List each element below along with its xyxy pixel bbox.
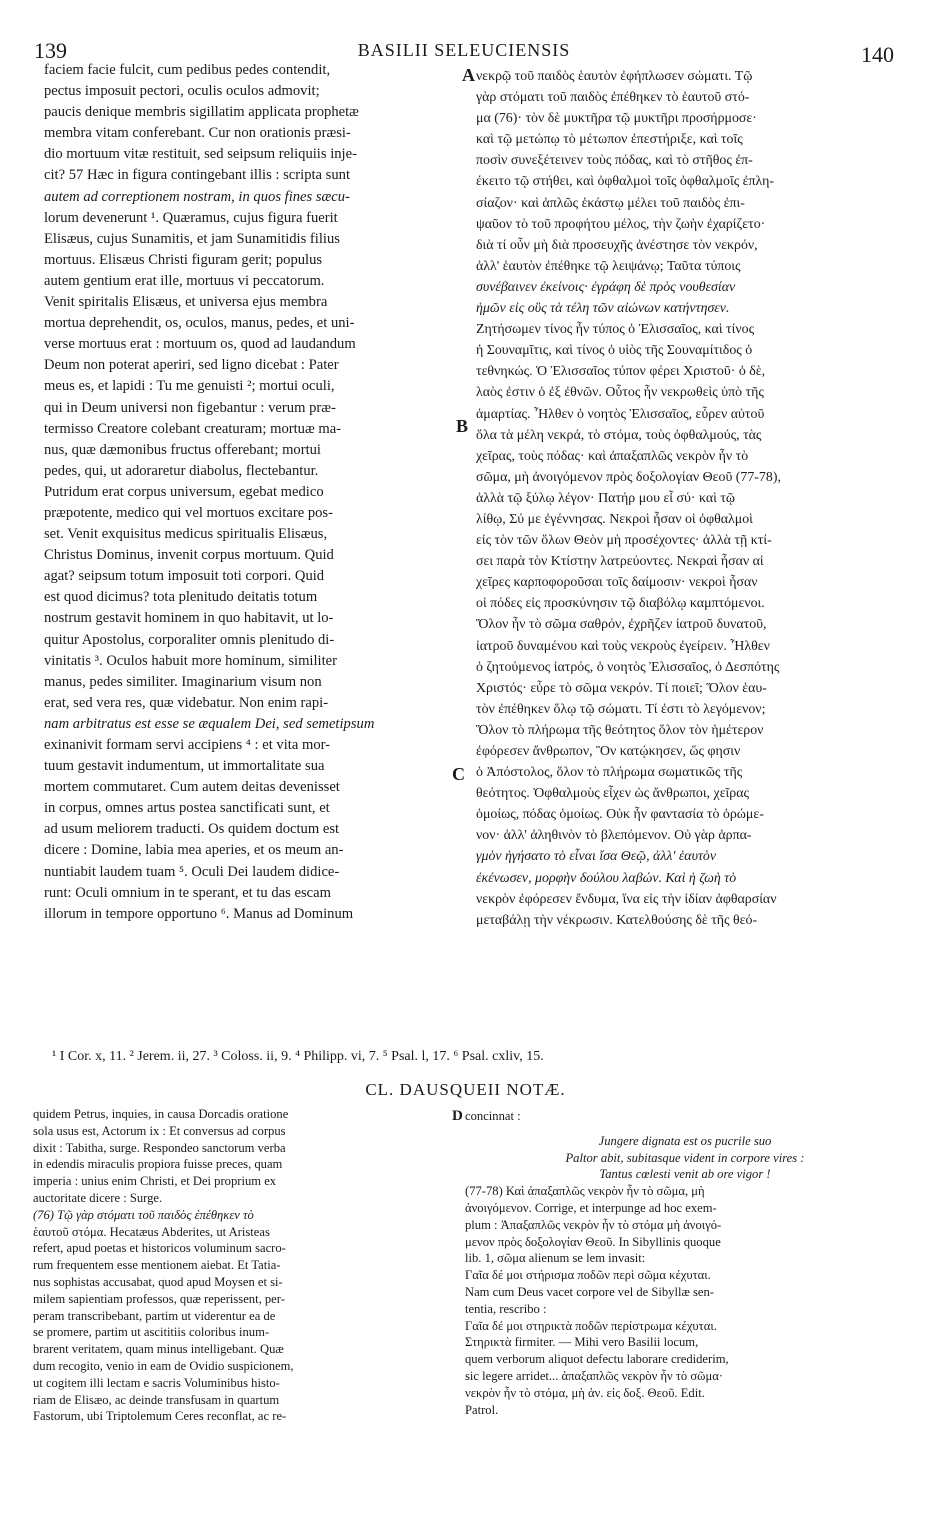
note-line: quidem Petrus, inquies, in causa Dorcadis oratione — [33, 1107, 289, 1121]
greek-line: ψαῦον τὸ τοῦ προφήτου μέλος, τὴν ζωὴν ἐχαρίζετο· — [476, 216, 766, 232]
greek-line: χεῖρες καρποφοροῦσαι τοῖς δαίμοσιν· νεκροὶ ἦσαν — [476, 575, 758, 591]
greek-line: λαὸς ἐστιν ὁ ἐξ ἐθνῶν. Οὗτος ἦν νεκρωθεὶς ὑπὸ τῆς — [476, 385, 764, 401]
greek-line: μα (76)· τὸν δὲ μυκτῆρα τῷ μυκτῆρι προσήρμοσε· — [476, 111, 757, 127]
note-line: peram transcribebant, partim ut viderentur ea de — [33, 1308, 276, 1323]
greek-line: τεθνηκώς. Ὁ Ἐλισσαῖος τύπον φέρει Χριστοῦ· ὁ δὲ, — [476, 364, 766, 380]
latin-line: Elisæus, cujus Sunamitis, et jam Sunamitidis filius — [44, 230, 340, 247]
page-number-left: 139 — [34, 38, 67, 63]
latin-line: pedes, qui, ut adoraretur diabolus, flectebantur. — [44, 462, 319, 479]
latin-line: est quod dicimus? tota plenitudo deitatis totum — [44, 589, 318, 606]
greek-line: τὸν ἐπέθηκεν ὅλῳ τῷ σώματι. Τί ἐστι τὸ λεγόμενον; — [476, 701, 766, 717]
note-line: nus sophistas accusabat, quod apud Moysen et si- — [33, 1274, 283, 1289]
greek-line: νον· ἀλλ' ἀληθινὸν τὸ βλεπόμενον. Οὐ γὰρ ἁρπα- — [476, 828, 752, 844]
greek-line: θεότητος. Ὀφθαλμοὺς εἶχεν ὡς ἄνθρωποι, χεῖρας — [476, 786, 749, 802]
note-line: (76) Τῷ γὰρ στόματι τοῦ παιδὸς ἐπέθηκεν τὸ — [33, 1207, 254, 1222]
greek-line: οἱ πόδες εἰς προσκύνησιν τῷ διαβόλῳ καμπτόμενοι. — [476, 596, 765, 612]
margin-letter-b: B — [456, 416, 469, 436]
margin-letter-c: C — [452, 764, 465, 784]
note-line: auctoritate dicere : Surge. — [33, 1190, 163, 1205]
latin-line: nam arbitratus est esse se æqualem Dei, sed semetipsum — [44, 715, 375, 732]
greek-line: νεκρὸν ἐφόρεσεν ἔνδυμα, ἵνα εἰς τὴν ἰδίαν ἀφθαρσίαν — [476, 891, 777, 907]
latin-text-column — [44, 60, 456, 925]
note-line: lib. 1, σῶμα alienum se lem invasit: — [465, 1251, 646, 1266]
greek-line: σει παρὰ τὸν Κτίστην λατρεύοντες. Νεκραὶ ἦσαν αἱ — [476, 554, 764, 570]
note-line: dum recogito, venio in eam de Ovidio suspicionem, — [33, 1358, 294, 1373]
note-line: ἀνοιγόμενον. Corrige, et interpunge ad hoc exem- — [465, 1200, 717, 1215]
latin-line: pectus imposuit pectori, oculis oculos admovit; — [44, 83, 320, 100]
note-line: Γαῖα δέ μοι στήρισμα ποδῶν περὶ σῶμα κέχυται. — [465, 1268, 711, 1283]
note-line: sic legere arridet... ἀπαξαπλῶς νεκρὸν ἦν τὸ σῶμα· — [465, 1368, 723, 1383]
latin-line: illorum in tempore opportuno ⁶. Manus ad Dominum — [44, 905, 354, 922]
notes-right-column — [465, 1108, 905, 1418]
latin-line: paucis denique membris sigillatim applicata prophetæ — [44, 104, 359, 121]
latin-line: exinanivit formam servi accipiens ⁴ : et vita mor- — [44, 737, 331, 753]
note-line: dixit : Tabitha, surge. Respondeo sanctorum verba — [33, 1140, 286, 1155]
latin-line: agat? seipsum totum imposuit toti corpori. Quid — [44, 568, 325, 585]
latin-line: nostrum gestavit hominem in quo habitavit, ut lo- — [44, 610, 334, 627]
greek-line: καὶ τῷ μετώπῳ τὸ μέτωπον ἐπεστήριξε, καὶ τοῖς — [476, 132, 743, 148]
latin-line: nus, quæ dæmonibus fructus offerebant; mortui — [44, 441, 321, 458]
greek-line: ὅλα τὰ μέλη νεκρά, τὸ στόμα, τοὺς ὀφθαλμούς, τὰς — [476, 427, 762, 443]
greek-line: συνέβαινεν ἐκείνοις· ἐγράφη δὲ πρὸς νουθεσίαν — [476, 279, 736, 295]
note-line: quem verborum aliquot defectu laborare crediderim, — [465, 1352, 729, 1367]
latin-line: mortuus. Elisæus Christi figuram gerit; populus — [44, 251, 323, 268]
note-line: concinnat : — [465, 1109, 521, 1123]
note-line: (77-78) Καὶ ἀπαξαπλῶς νεκρὸν ἦν τὸ σῶμα, μὴ — [465, 1184, 705, 1199]
latin-line: in corpus, omnes artus postea sanctificati sunt, et — [44, 800, 330, 817]
greek-line: σῶμα, μὴ ἀνοιγόμενον πρὸς δοξολογίαν Θεοῦ (77-78), — [476, 469, 781, 485]
footnotes: ¹ I Cor. x, 11. ² Jerem. ii, 27. ³ Coloss. ii, 9. ⁴ Philipp. vi, 7. ⁵ Psal. l, 17. ⁶ Psal. cxliv, 15. — [52, 1049, 544, 1064]
margin-letter-a: A — [462, 65, 475, 85]
latin-line: Venit spiritalis Elisæus, et universa ejus membra — [44, 294, 328, 311]
note-line: rum frequentem esse mentionem aiebat. Et Tatia- — [33, 1258, 281, 1273]
latin-line: lorum devenerunt ¹. Quæramus, cujus figura fuerit — [44, 209, 338, 226]
greek-line: ὁ ζητούμενος ἰατρός, ὁ νοητὸς Ἐλισσαῖος, ὁ Δεσπότης — [476, 659, 780, 675]
note-line: ἑαυτοῦ στόμα. Hecatæus Abderites, ut Aristeas — [33, 1224, 270, 1239]
latin-line: mortua deprehendit, os, oculos, manus, pedes, et uni- — [44, 315, 355, 332]
greek-line: ἐκένωσεν, μορφὴν δούλου λαβών. Καὶ ἡ ζωὴ τὸ — [476, 870, 737, 886]
notes-left-column — [33, 1106, 448, 1425]
latin-line: Putridum erat corpus universum, egebat medico — [44, 483, 324, 500]
latin-line: quitur Apostolus, corporaliter omnis plenitudo di- — [44, 631, 335, 648]
greek-line: μεταβάλῃ τὴν νέκρωσιν. Κατελθούσης δὲ τῆς θεό- — [476, 912, 758, 928]
greek-line: γμὸν ἡγήσατο τὸ εἶναι ἴσα Θεῷ, ἀλλ' ἑαυτὸν — [476, 849, 717, 865]
note-line: tentia, rescribo : — [465, 1301, 547, 1316]
greek-line: ὁμοίως, πόδας ὁμοίως. Οὐκ ἦν φαντασία τὸ ὁρώμε- — [476, 807, 764, 823]
margin-letter-d: D — [452, 1108, 463, 1124]
greek-text-column — [476, 66, 896, 931]
greek-line: ἡ Σουναμῖτις, καὶ τίνος ὁ υἱὸς τῆς Σουναμίτιδος ὁ — [476, 343, 753, 359]
note-line: ut cogitem illi lectam e sacris Voluminibus histo- — [33, 1375, 280, 1390]
page-number-right: 140 — [861, 42, 894, 67]
note-line: Στηρικτὰ firmiter. — Mihi vero Basilii locum, — [465, 1335, 699, 1350]
latin-line: Christus Dominus, invenit corpus mortuum. Quid — [44, 547, 334, 564]
greek-line: ποσὶν συνεξέτεινεν τοὺς πόδας, καὶ τὸ στῆθος ἐπ- — [476, 153, 753, 169]
verse-line: Tantus cœlesti venit ab ore vigor ! — [599, 1167, 771, 1182]
greek-line: έκειτο τῷ στήθει, καὶ ὀφθαλμοὶ τοῖς ὀφθαλμοῖς ἐπλη- — [476, 174, 775, 190]
greek-line: ἡμῶν εἰς οὓς τὰ τέλη τῶν αἰώνων κατήντησεν. — [476, 301, 730, 317]
verse-line: Jungere dignata est os pucrile suo — [598, 1133, 772, 1148]
note-line: Nam cum Deus vacet corpore vel de Sibyllæ sen- — [465, 1284, 715, 1299]
note-line: Γαῖα δέ μοι στηρικτὰ ποδῶν περίστρωμα κέχυται. — [465, 1318, 717, 1333]
note-line: Patrol. — [465, 1402, 499, 1417]
note-line: μενον πρὸς δοξολογίαν Θεοῦ. In Sibyllinis quoque — [465, 1234, 721, 1249]
note-line: Fastorum, ubi Triptolemum Ceres reconflat, ac re- — [33, 1409, 287, 1424]
note-line: riam de Elisæo, ac deinde transfusam in quartum — [33, 1392, 280, 1407]
note-line: plum : Ἀπαξαπλῶς νεκρὸν ἦν τὸ στόμα μὴ ἀνοιγό- — [465, 1217, 722, 1232]
latin-line: Deum non poterat aperiri, sed ligno dicebat : Pater — [44, 357, 339, 374]
greek-line: λίθῳ, Σύ με ἐγέννησας. Νεκροὶ ἦσαν οἱ ὀφθαλμοὶ — [476, 511, 753, 527]
greek-line: ὁ Ἀπόστολος, ὅλον τὸ πλήρωμα σωματικῶς τῆς — [476, 765, 743, 781]
greek-line: χεῖρας, τοὺς πόδας· καὶ ἀπαξαπλῶς νεκρὸν ἦν τὸ — [476, 448, 749, 464]
latin-line: tuum gestavit indumentum, ut immortalitate sua — [44, 758, 325, 775]
latin-line: autem ad correptionem nostram, in quos fines sæcu- — [44, 188, 350, 205]
latin-line: nuntiabit laudem tuam ⁵. Oculi Dei laudem didice- — [44, 863, 340, 880]
note-line: brarent veritatem, quam minus intelligebant. Quæ — [33, 1342, 284, 1357]
note-line: refert, apud poetas et historicos voluminum sacro- — [33, 1241, 286, 1256]
latin-line: faciem facie fulcit, cum pedibus pedes contendit, — [44, 62, 331, 78]
latin-line: termisso Creatore colebant creaturam; mortuæ ma- — [44, 420, 342, 437]
latin-line: mortem commutaret. Cum autem deitas devenisset — [44, 779, 340, 796]
greek-line: σίαζον· καὶ ἁπλῶς ἑκάστῳ μέλει τοῦ παιδὸς ἐπι- — [476, 195, 745, 211]
latin-line: manus, pedes similiter. Imaginarium visum non — [44, 673, 322, 690]
note-line: se promere, partim ut ascititiis coloribus inum- — [33, 1325, 270, 1340]
page-title: BASILII SELEUCIENSIS — [357, 40, 571, 60]
latin-line: autem gentium erat ille, mortuus vi peccatorum. — [44, 272, 325, 289]
greek-line: Ὅλον τὸ πλήρωμα τῆς θεότητος ὅλον τὸν ἡμέτερον — [476, 722, 764, 738]
latin-line: set. Venit exquisitus medicus spiritualis Elisæus, — [44, 526, 328, 543]
greek-line: γὰρ στόματι τοῦ παιδὸς ἐπέθηκεν τὸ ἑαυτοῦ στό- — [476, 90, 750, 106]
note-line: sola usus est, Actorum ix : Et conversus ad corpus — [33, 1123, 286, 1138]
greek-line: ἰατροῦ δυναμένου καὶ τοὺς νεκροὺς ἐγείρειν. Ἦλθεν — [476, 638, 770, 654]
greek-line: ἁμαρτίας. Ἦλθεν ὁ νοητὸς Ἐλισσαῖος, εὗρεν αὐτοῦ — [476, 406, 765, 422]
latin-line: verse mortuus erat : mortuum os, quod ad laudandum — [44, 336, 356, 353]
note-line: imperia : unius enim Christi, et Dei proprium ex — [33, 1174, 277, 1189]
latin-line: vinitatis ³. Oculos habuit more hominum, similiter — [44, 652, 337, 669]
greek-line: Ζητήσωμεν τίνος ἦν τύπος ὁ Ἐλισσαῖος, καὶ τίνος — [476, 322, 755, 338]
note-line: νεκρὸν ἦν τὸ στόμα, μὴ ἀν. εἰς δοξ. Θεοῦ. Edit. — [465, 1385, 705, 1400]
latin-line: membra vitam conferebant. Cur non orationis præsi- — [44, 125, 351, 142]
greek-line: ἀλλὰ τῷ ξύλῳ λέγον· Πατήρ μου εἶ σύ· καὶ τῷ — [476, 490, 736, 506]
latin-line: cit? 57 Hæc in figura contingebant illis : scripta sunt — [44, 167, 350, 184]
latin-line: dio mortuum vitæ restituit, sed seipsum reliquiis inje- — [44, 146, 357, 163]
latin-line: runt: Oculi omnium in te sperant, et tu das escam — [44, 884, 331, 901]
greek-line: ἐφόρεσεν ἄνθρωπον, Ὃν κατῴκησεν, ὥς φησιν — [476, 744, 741, 759]
greek-line: Χριστός· εὗρε τὸ σῶμα νεκρόν. Τί ποιεῖ; Ὅλον ἑαυ- — [476, 680, 767, 696]
latin-line: ad usum meliorem traducti. Os quidem doctum est — [44, 821, 340, 838]
note-line: milem sapientiam professos, quæ reperissent, per- — [33, 1291, 285, 1306]
latin-line: præpotente, medico qui vel mortuos excitare pos- — [44, 504, 333, 521]
greek-line: Ὅλον ἦν τὸ σῶμα σαθρόν, ἐχρῆζεν ἰατροῦ δυνατοῦ, — [476, 617, 767, 633]
greek-line: ἀλλ' ἑαυτὸν ἐπέθηκε τῷ λειψάνῳ; Ταῦτα τύποις — [476, 258, 741, 274]
latin-line: dicere : Domine, labia mea aperies, et os meum an- — [44, 842, 344, 859]
latin-line: meus es, et lapidi : Tu me genuisti ²; mortui oculi, — [44, 378, 335, 395]
note-spacer — [465, 1125, 905, 1133]
latin-line: qui in Deum universi non figebantur : verum præ- — [44, 399, 336, 416]
greek-line: εἰς τὸν τῶν ὅλων Θεὸν μὴ προσέχοντες· ἀλλὰ τῇ κτί- — [476, 533, 772, 549]
note-line: in edendis miraculis propiora fuisse preces, quam — [33, 1157, 283, 1172]
greek-line: νεκρῷ τοῦ παιδὸς ἑαυτὸν ἐφήπλωσεν σώματι. Τῷ — [476, 69, 753, 84]
verse-line: Paltor abit, subitasque vident in corpore vires : — [565, 1150, 805, 1165]
greek-line: διὰ τί οὖν μὴ διὰ προσευχῆς ἀνέστησε τὸν νεκρόν, — [476, 237, 758, 253]
latin-line: erat, sed vera res, quæ videbatur. Non enim rapi- — [44, 694, 329, 711]
notes-title: CL. DAUSQUEII NOTÆ. — [365, 1080, 566, 1099]
